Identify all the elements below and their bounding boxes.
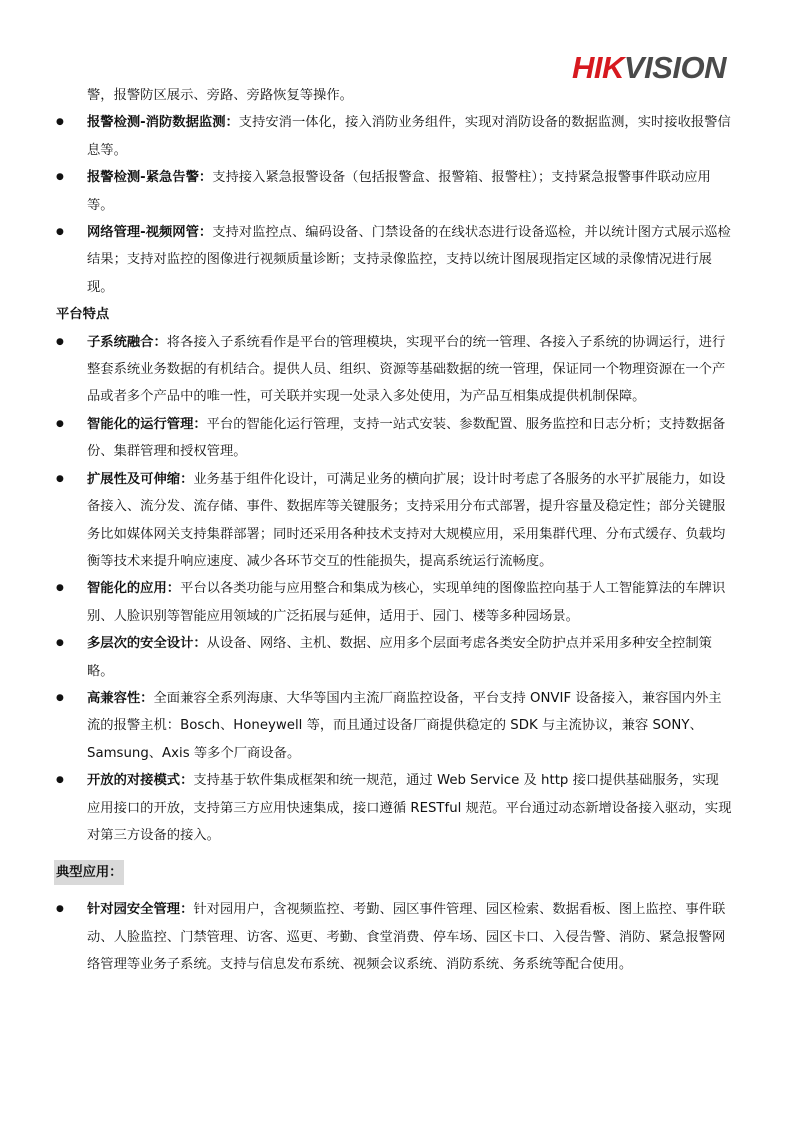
item-text: 支持对监控点、编码设备、门禁设备的在线状态进行设备巡检，并以统计图方式展示巡检结果；支持对监控的图像进行视频质量诊断；支持录像监控，支持以统计图展现指定区域的录像情况进行展现。: [87, 225, 731, 295]
list-item: [56, 466, 732, 576]
item-text: 从设备、网络、主机、数据、应用多个层面考虑各类安全防护点并采用多种安全控制策略。: [87, 636, 712, 679]
item-text: 支持接入紧急报警设备（包括报警盒、报警箱、报警柱）；支持紧急报警事件联动应用等。: [87, 170, 711, 213]
item-text: 针对园用户，含视频监控、考勤、园区事件管理、园区检索、数据看板、图上监控、事件联动、人脸监控、门禁管理、访客、巡更、考勤、食堂消费、停车场、园区卡口、入侵告警、消防、紧急报警网络管理等业务子系统。支持与信息发布系统、视频会议系统、消防系统、务系统等配合使用。: [87, 902, 726, 973]
intro-continuation: 警，报警防区展示、旁路、旁路恢复等操作。: [87, 88, 353, 103]
section-title-typical: 典型应用：: [54, 860, 124, 885]
list-item: [56, 109, 732, 164]
logo-part-vision: VISION: [623, 50, 726, 85]
list-item: [56, 767, 732, 849]
list-item: [56, 164, 732, 219]
list-item: [56, 219, 732, 301]
item-text: 平台以各类功能与应用整合和集成为核心，实现单纯的图像监控向基于人工智能算法的车牌识别、人脸识别等智能应用领域的广泛拓展与延伸，适用于、园门、楼等多种园场景。: [87, 581, 726, 624]
item-label: 多层次的安全设计：: [87, 636, 207, 652]
item-label: 智能化的应用：: [87, 581, 181, 597]
item-text: 平台的智能化运行管理，支持一站式安装、参数配置、服务监控和日志分析；支持数据备份、集群管理和授权管理。: [87, 416, 726, 460]
section-title-platform: 平台特点: [56, 307, 110, 323]
item-label: 子系统融合：: [87, 334, 167, 350]
list-item: [56, 896, 732, 978]
item-label: 开放的对接模式：: [87, 773, 194, 789]
item-text: 全面兼容全系列海康、大华等国内主流厂商监控设备，平台支持 ONVIF 设备接入，兼容国内外主流的报警主机：Bosch、Honeywell 等，而且通过设备厂商提供稳定的 SDK 与主流协议，兼容 SONY、Samsung、Axis 等多个厂商设备。: [87, 690, 722, 761]
item-label: 智能化的运行管理：: [87, 416, 207, 432]
item-label: 高兼容性：: [87, 690, 154, 706]
item-text: 支持基于软件集成框架和统一规范，通过 Web Service 及 http 接口提供基础服务，实现应用接口的开放，支持第三方应用快速集成，接口遵循 RESTful 规范。平台通过动态新增设备接入驱动，实现对第三方设备的接入。: [87, 773, 732, 843]
item-label: 针对园安全管理：: [87, 902, 194, 918]
platform-feature-list: [56, 329, 732, 850]
item-text: 将各接入子系统看作是平台的管理模块，实现平台的统一管理、各接入子系统的协调运行，进行整套系统业务数据的有机结合。提供人员、组织、资源等基础数据的统一管理，保证同一个物理资源在一个产品或者多个产品中的唯一性，可关联并实现一处录入多处使用，为产品互相集成提供机制保障。: [87, 334, 726, 405]
hikvision-logo: [572, 52, 726, 83]
feature-list: [56, 109, 732, 301]
list-item: [56, 411, 732, 466]
item-label: 报警检测-消防数据监测：: [87, 115, 239, 131]
item-label: 报警检测-紧急告警：: [87, 170, 213, 186]
list-item: [56, 329, 732, 411]
item-text: 业务基于组件化设计，可满足业务的横向扩展；设计时考虑了各服务的水平扩展能力，如设备接入、流分发、流存储、事件、数据库等关键服务；支持采用分布式部署，提升容量及稳定性；部分关键服务比如媒体网关支持集群部署；同时还采用各种技术支持对大规模应用，采用集群代理、分布式缓存、负载均衡等技术来提升响应速度、减少各环节交互的性能损失，提高系统运行流畅度。: [87, 471, 726, 569]
list-item: [56, 685, 732, 767]
list-item: [56, 575, 732, 630]
typical-application-list: [56, 896, 732, 978]
list-item: [56, 630, 732, 685]
logo-part-hik: HIK: [572, 50, 624, 85]
document-body: [56, 82, 732, 979]
item-label: 网络管理-视频网管：: [87, 225, 213, 241]
item-label: 扩展性及可伸缩：: [87, 471, 194, 487]
item-text: 支持安消一体化，接入消防业务组件，实现对消防设备的数据监测，实时接收报警信息等。: [87, 115, 731, 158]
